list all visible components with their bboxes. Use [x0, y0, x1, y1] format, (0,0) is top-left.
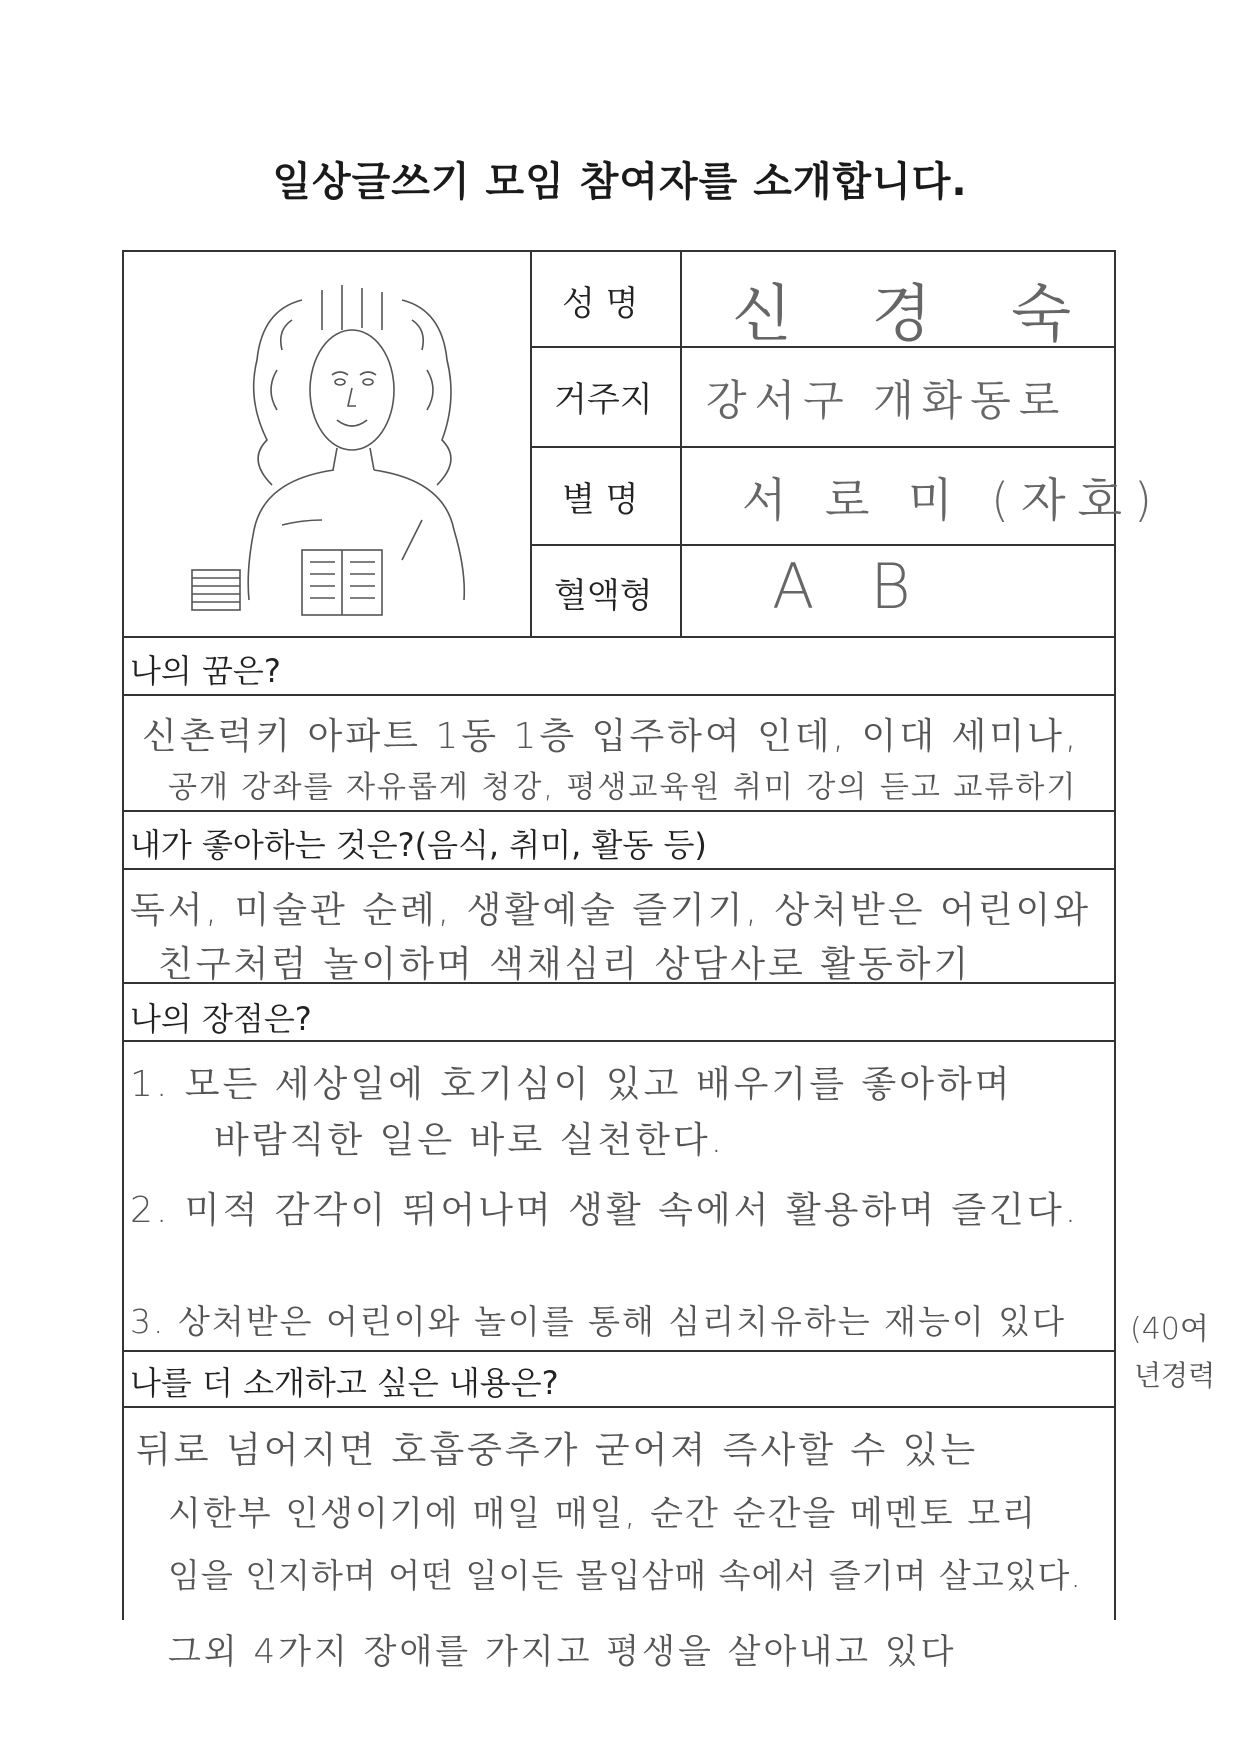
nickname-label: 별 명: [562, 480, 639, 520]
strengths-answer-line: 2. 미적 감각이 뛰어나며 생활 속에서 활용하며 즐긴다.: [130, 1190, 1080, 1231]
nickname-value: 서 로 미 (자호): [742, 473, 1164, 527]
strengths-margin-note: 년경력: [1134, 1359, 1216, 1392]
bloodtype-label: 혈액형: [554, 576, 653, 616]
more-answer-line: 임을 인지하며 어떤 일이든 몰입삼매 속에서 즐기며 살고있다.: [168, 1556, 1082, 1595]
bloodtype-value: A B: [772, 550, 929, 623]
profile-form: [122, 250, 1216, 1672]
more-answer-line: 시한부 인생이기에 매일 매일, 순간 순간을 메멘토 모리: [168, 1494, 1038, 1534]
dream-answer-line: 공개 강좌를 자유롭게 청강, 평생교육원 취미 강의 듣고 교류하기: [168, 770, 1078, 805]
dream-answer-line: 신촌럭키 아파트 1동 1층 입주하여 인데, 이대 세미나,: [142, 716, 1080, 757]
likes-answer-line: 친구처럼 놀이하며 색채심리 상담사로 활동하기: [158, 944, 972, 985]
strengths-margin-note: (40여: [1130, 1312, 1209, 1347]
likes-question: 내가 좋아하는 것은?(음식, 취미, 활동 등): [130, 826, 707, 864]
dream-question: 나의 꿈은?: [130, 652, 281, 690]
name-value: 신 경 숙: [732, 277, 1102, 350]
more-question: 나를 더 소개하고 싶은 내용은?: [130, 1364, 559, 1402]
strengths-answer-line: 바람직한 일은 바로 실천한다.: [214, 1120, 726, 1161]
more-answer-line: 뒤로 넘어지면 호흡중추가 굳어져 즉사할 수 있는: [136, 1430, 979, 1471]
name-label: 성 명: [562, 284, 639, 324]
residence-value: 강서구 개화동로: [706, 376, 1068, 425]
likes-answer-line: 독서, 미술관 순례, 생활예술 즐기기, 상처받은 어린이와: [130, 890, 1092, 931]
self-portrait-drawing: [152, 280, 552, 620]
strengths-answer-line: 1. 모든 세상일에 호기심이 있고 배우기를 좋아하며: [130, 1064, 1013, 1105]
residence-label: 거주지: [554, 380, 653, 420]
strengths-question: 나의 장점은?: [130, 1000, 312, 1038]
more-answer-line: 그외 4가지 장애를 가지고 평생을 살아내고 있다: [168, 1632, 957, 1672]
strengths-answer-line: 3. 상처받은 어린이와 놀이를 통해 심리치유하는 재능이 있다: [130, 1302, 1066, 1341]
page-title: 일상글쓰기 모임 참여자를 소개합니다.: [272, 159, 968, 205]
